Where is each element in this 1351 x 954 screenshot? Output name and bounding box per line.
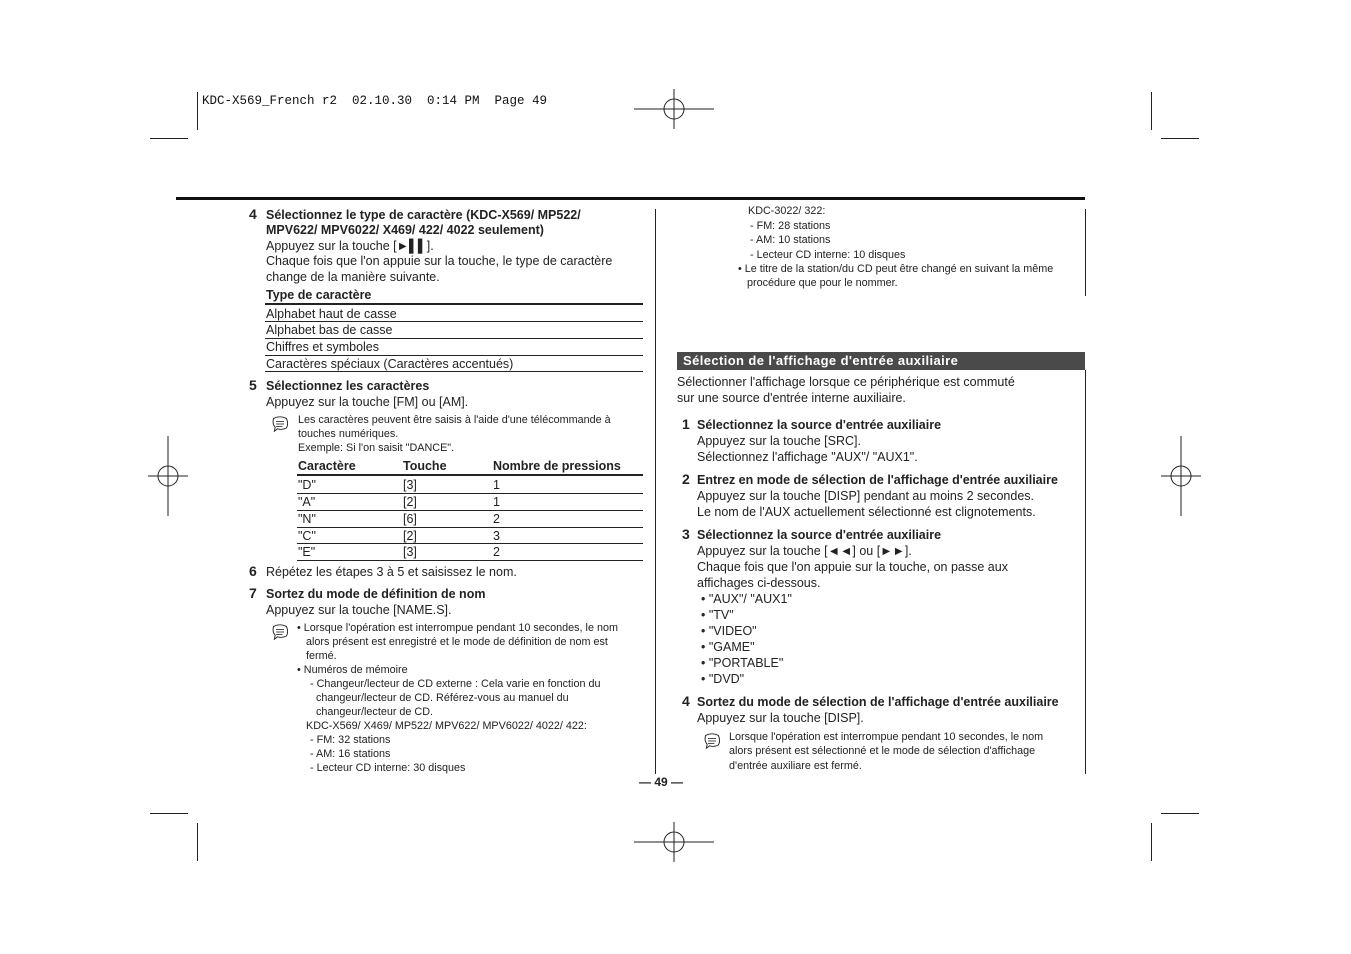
table-cell: 2	[493, 512, 500, 526]
note-text: Les caractères peuvent être saisis à l'aide d'une télécommande à	[298, 414, 611, 426]
step-text: Chaque fois que l'on appuie sur la touche, le type de caractère	[266, 254, 613, 268]
registration-mark-bottom	[634, 822, 714, 862]
step-number: 6	[249, 563, 257, 579]
note-text: - Changeur/lecteur de CD externe : Cela varie en fonction du	[310, 678, 601, 690]
step-text: affichages ci-dessous.	[697, 576, 821, 590]
step-number: 4	[682, 693, 690, 709]
table-cell: [2]	[403, 529, 417, 543]
column-divider	[655, 209, 656, 774]
note-text: • Le titre de la station/du CD peut être changé en suivant la même	[738, 263, 1054, 275]
note-text: KDC-X569/ X469/ MP522/ MPV622/ MPV6022/ 4022/ 422:	[306, 720, 587, 732]
memo-icon	[269, 416, 291, 432]
list-item: • "DVD"	[701, 672, 745, 686]
note-text: • Lorsque l'opération est interrompue pendant 10 secondes, le nom	[297, 622, 618, 634]
step-title: Sélectionnez la source d'entrée auxiliaire	[697, 528, 942, 542]
list-item: • "TV"	[701, 608, 734, 622]
column-header: Caractère	[298, 459, 356, 473]
step-title: Sélectionnez les caractères	[266, 379, 430, 393]
step-text: change de la manière suivante.	[266, 270, 440, 284]
step-number: 1	[682, 416, 690, 432]
step-number: 7	[249, 585, 257, 601]
step-text: Appuyez sur la touche [FM] ou [AM].	[266, 395, 469, 409]
step-text: Appuyez sur la touche [DISP].	[697, 711, 864, 725]
top-rule	[176, 197, 1085, 200]
step-text: Répétez les étapes 3 à 5 et saisissez le nom.	[266, 565, 517, 579]
step-title: Sortez du mode de sélection de l'affichage d'entrée auxiliaire	[697, 695, 1059, 709]
note-text: Exemple: Si l'on saisit "DANCE".	[298, 442, 455, 454]
note-text: alors présent est enregistré et le mode de définition de nom est	[306, 636, 608, 648]
memo-icon	[269, 624, 291, 640]
note-text: • Numéros de mémoire	[297, 664, 408, 676]
note-text: fermé.	[306, 650, 337, 662]
step-text: Le nom de l'AUX actuellement sélectionné est clignotements.	[697, 505, 1036, 519]
note-text: procédure que pour le nommer.	[747, 277, 898, 289]
memo-icon	[701, 733, 723, 749]
step-title: Sélectionnez la source d'entrée auxiliaire	[697, 418, 942, 432]
registration-mark-top	[634, 89, 714, 129]
intro-text: sur une source d'entrée interne auxiliaire.	[677, 391, 906, 405]
note-text: - Lecteur CD interne: 10 disques	[750, 249, 906, 261]
table-row	[298, 511, 643, 528]
note-text: d'entrée auxiliare est fermé.	[729, 760, 862, 772]
table-cell: [6]	[403, 512, 417, 526]
step-title: Sortez du mode de définition de nom	[266, 587, 486, 601]
table-row: Chiffres et symboles	[266, 340, 380, 354]
registration-mark-right	[1161, 436, 1201, 516]
step-text: Sélectionnez l'affichage "AUX"/ "AUX1".	[697, 450, 918, 464]
right-border-bottom	[1085, 370, 1086, 774]
note-text: alors présent est sélectionné et le mode de sélection d'affichage	[729, 745, 1036, 757]
table-cell: 3	[493, 529, 500, 543]
table-row: Alphabet bas de casse	[266, 323, 393, 337]
note-text: KDC-3022/ 322:	[748, 205, 826, 217]
step-text: Appuyez sur la touche [NAME.S].	[266, 603, 452, 617]
table-row	[298, 477, 643, 494]
table-row	[298, 544, 643, 561]
table-cell: 1	[493, 495, 500, 509]
note-text: - Lecteur CD interne: 30 disques	[310, 762, 466, 774]
table-header-row	[298, 458, 643, 475]
right-border-top	[1085, 209, 1086, 296]
table-cell: "C"	[298, 529, 316, 543]
list-item: • "VIDEO"	[701, 624, 757, 638]
print-header: KDC-X569_French r2 02.10.30 0:14 PM Page 49	[202, 94, 548, 108]
note-text: - AM: 16 stations	[310, 748, 391, 760]
note-text: touches numériques.	[298, 428, 399, 440]
intro-text: Sélectionner l'affichage lorsque ce périphérique est commuté	[677, 375, 1015, 389]
table-cell: 2	[493, 545, 500, 559]
step-number: 2	[682, 471, 690, 487]
step-title: Entrez en mode de sélection de l'affichage d'entrée auxiliaire	[697, 473, 1058, 487]
step-number: 5	[249, 377, 257, 393]
list-item: • "PORTABLE"	[701, 656, 784, 670]
note-text: - FM: 32 stations	[310, 734, 391, 746]
table-cell: "N"	[298, 512, 316, 526]
table-cell: 1	[493, 478, 500, 492]
table-row: Alphabet haut de casse	[266, 307, 397, 321]
table-cell: [3]	[403, 545, 417, 559]
step-text: Appuyez sur la touche [SRC].	[697, 434, 861, 448]
note-text: changeur/lecteur de CD.	[316, 706, 434, 718]
registration-mark-left	[148, 436, 188, 516]
note-text: - FM: 28 stations	[750, 220, 831, 232]
section-title: Sélection de l'affichage d'entrée auxiliaire	[683, 353, 959, 368]
table-header: Type de caractère	[266, 288, 372, 302]
table-row: Caractères spéciaux (Caractères accentués)	[266, 357, 514, 371]
note-text: changeur/lecteur de CD. Référez-vous au manuel du	[316, 692, 569, 704]
step-number: 4	[249, 206, 257, 222]
table-cell: "E"	[298, 545, 316, 559]
note-text: - AM: 10 stations	[750, 234, 831, 246]
table-cell: "A"	[298, 495, 316, 509]
table-cell: "D"	[298, 478, 316, 492]
step-text: Chaque fois que l'on appuie sur la touche, on passe aux	[697, 560, 1008, 574]
page-number: — 49 —	[639, 775, 684, 789]
table-cell: [3]	[403, 478, 417, 492]
list-item: • "AUX"/ "AUX1"	[701, 592, 792, 606]
step-text: Appuyez sur la touche [DISP] pendant au moins 2 secondes.	[697, 489, 1035, 503]
table-cell: [2]	[403, 495, 417, 509]
table-row	[298, 494, 643, 511]
step-title: MPV622/ MPV6022/ X469/ 422/ 4022 seulement)	[266, 223, 544, 237]
step-title: Sélectionnez le type de caractère (KDC-X569/ MP522/	[266, 208, 581, 222]
note-text: Lorsque l'opération est interrompue pendant 10 secondes, le nom	[729, 731, 1044, 743]
column-header: Touche	[403, 459, 447, 473]
step-text: Appuyez sur la touche [◄◄] ou [►►].	[697, 544, 912, 558]
list-item: • "GAME"	[701, 640, 755, 654]
section-title-bar	[677, 352, 1085, 370]
step-text: Appuyez sur la touche [►▌▌].	[266, 239, 434, 253]
column-header: Nombre de pressions	[493, 459, 621, 473]
step-number: 3	[682, 526, 690, 542]
